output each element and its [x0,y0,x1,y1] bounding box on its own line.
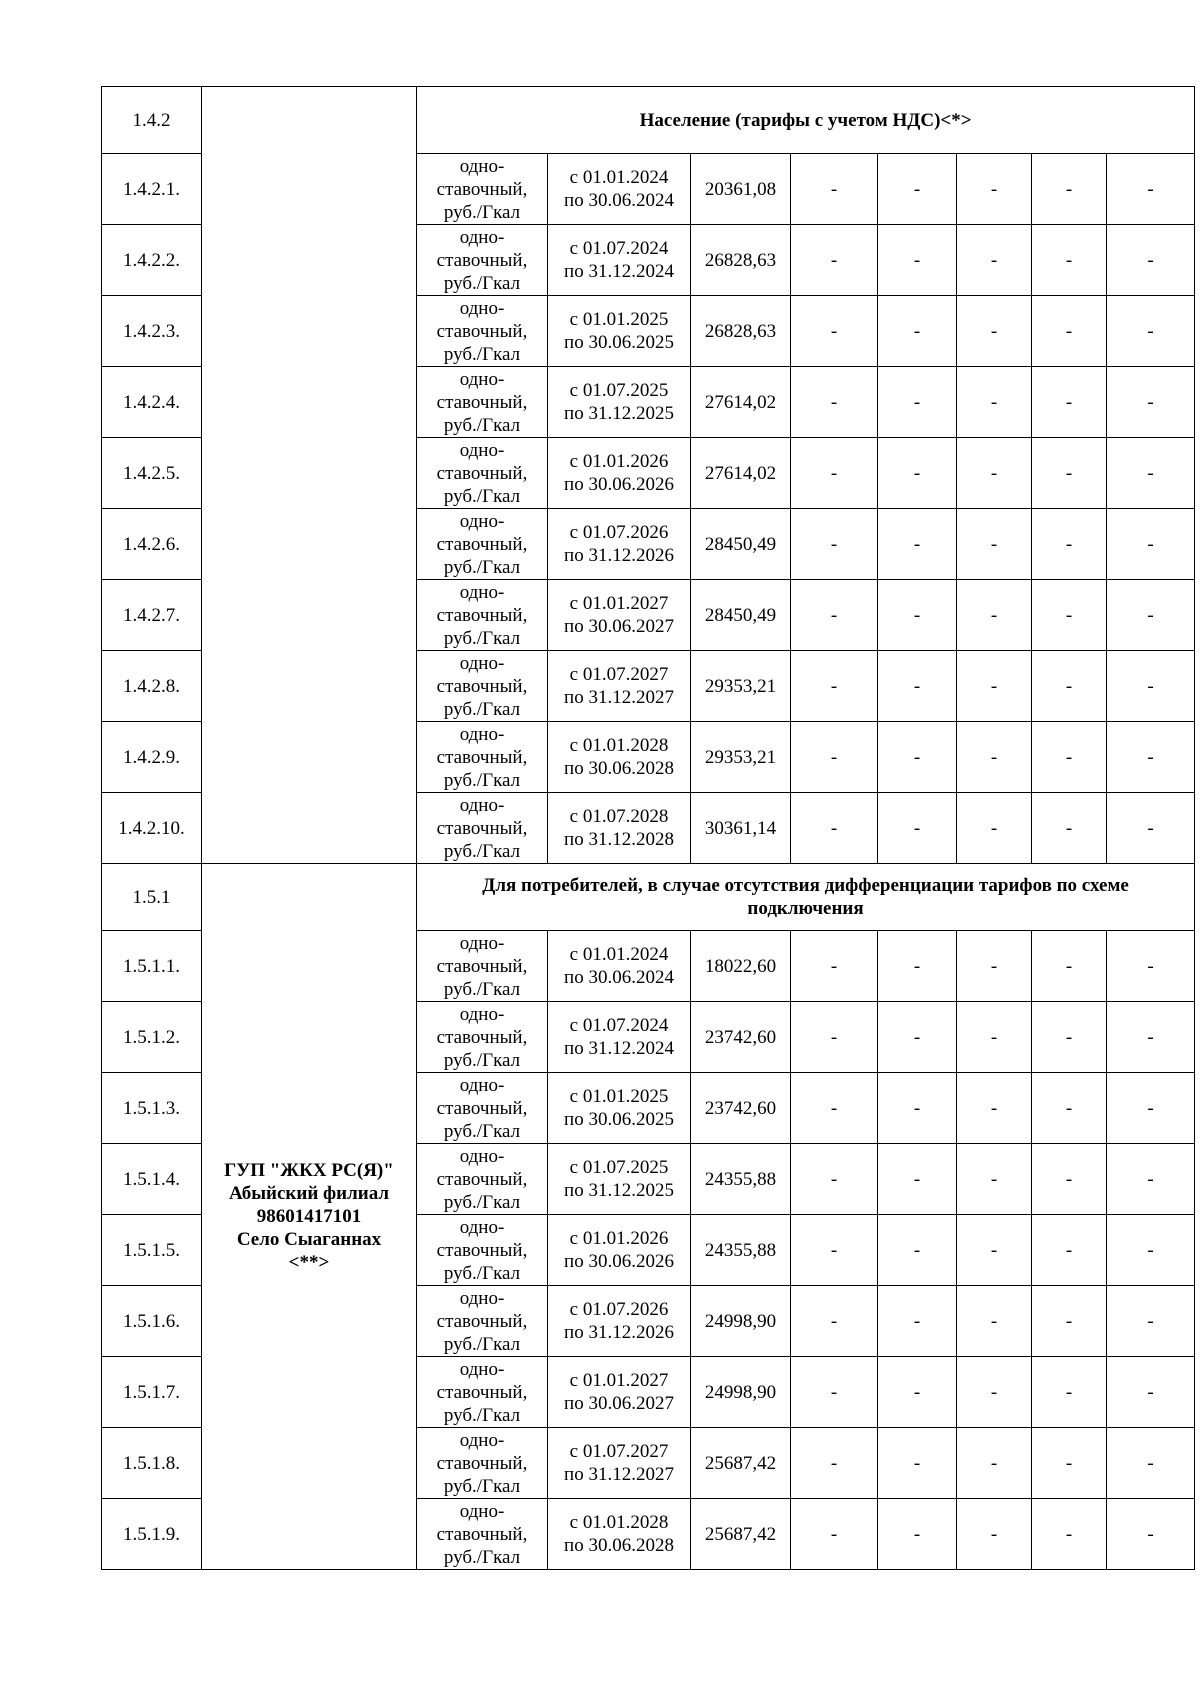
row-code: 1.4.2.5. [102,438,202,509]
empty-value-cell: - [1107,154,1195,225]
empty-value-cell: - [791,438,878,509]
section-title: Население (тарифы с учетом НДС)<*> [417,87,1195,154]
row-code: 1.5.1.4. [102,1144,202,1215]
period-cell [548,1002,691,1073]
empty-value-cell: - [957,367,1032,438]
empty-value-cell: - [791,722,878,793]
period-from: с 01.01.2026 [569,451,669,472]
rate-type-line: одно- [459,368,505,390]
empty-value-cell: - [957,1073,1032,1144]
rate-type-line: одно- [459,1358,505,1380]
empty-value-cell: - [957,1215,1032,1286]
rate-type-cell [417,367,548,438]
rate-type-line: ставочный, [436,1097,528,1119]
period-to: по 30.06.2026 [564,474,674,495]
rate-type-line: одно- [459,1500,505,1522]
empty-value-cell: - [791,1002,878,1073]
empty-value-cell: - [1032,509,1107,580]
rate-type-line: руб./Гкал [443,343,521,365]
period-cell [548,296,691,367]
period-cell [548,1073,691,1144]
period-to: по 30.06.2026 [564,1251,674,1272]
tariff-value: 26828,63 [691,296,791,367]
empty-value-cell: - [1107,225,1195,296]
period-cell [548,1499,691,1570]
organization-line: Село Сыаганнах [236,1229,382,1250]
empty-value-cell: - [1032,1286,1107,1357]
empty-value-cell: - [957,1286,1032,1357]
period-from: с 01.07.2026 [569,522,669,543]
rate-type-line: одно- [459,510,505,532]
rate-type-line: ставочный, [436,1168,528,1190]
rate-type-cell [417,438,548,509]
empty-value-cell: - [1107,1357,1195,1428]
period-from: с 01.01.2027 [569,1370,669,1391]
tariff-value: 26828,63 [691,225,791,296]
empty-value-cell: - [1032,367,1107,438]
empty-value-cell: - [878,225,957,296]
period-to: по 30.06.2027 [564,1393,674,1414]
period-to: по 30.06.2024 [564,967,674,988]
empty-value-cell: - [878,1428,957,1499]
rate-type-line: руб./Гкал [443,1333,521,1355]
rate-type-line: руб./Гкал [443,1191,521,1213]
period-from: с 01.01.2024 [569,167,669,188]
period-from: с 01.01.2026 [569,1228,669,1249]
rate-type-line: одно- [459,439,505,461]
empty-value-cell: - [957,438,1032,509]
tariff-value: 24998,90 [691,1286,791,1357]
empty-value-cell: - [1032,1002,1107,1073]
empty-value-cell: - [791,651,878,722]
empty-value-cell: - [878,651,957,722]
period-to: по 31.12.2028 [564,829,674,850]
row-code: 1.5.1.8. [102,1428,202,1499]
empty-value-cell: - [1107,1002,1195,1073]
rate-type-line: ставочный, [436,178,528,200]
rate-type-line: одно- [459,794,505,816]
empty-value-cell: - [1107,1428,1195,1499]
empty-value-cell: - [878,438,957,509]
empty-value-cell: - [878,509,957,580]
empty-value-cell: - [957,1144,1032,1215]
rate-type-cell [417,509,548,580]
rate-type-line: ставочный, [436,1026,528,1048]
rate-type-line: одно- [459,652,505,674]
row-code: 1.4.2.3. [102,296,202,367]
rate-type-line: одно- [459,226,505,248]
row-code: 1.4.2.4. [102,367,202,438]
period-to: по 30.06.2025 [564,332,674,353]
empty-value-cell: - [1107,1499,1195,1570]
empty-value-cell: - [878,931,957,1002]
empty-value-cell: - [1032,651,1107,722]
rate-type-line: ставочный, [436,1523,528,1545]
empty-value-cell: - [957,722,1032,793]
organization-line: ГУП "ЖКХ РС(Я)" [224,1160,394,1181]
period-from: с 01.07.2025 [569,1157,669,1178]
empty-value-cell: - [957,154,1032,225]
period-from: с 01.01.2027 [569,593,669,614]
tariff-value: 24355,88 [691,1144,791,1215]
rate-type-line: руб./Гкал [443,485,521,507]
rate-type-line: ставочный, [436,817,528,839]
rate-type-line: руб./Гкал [443,627,521,649]
period-from: с 01.01.2024 [569,944,669,965]
section-header-row [102,864,1195,931]
rate-type-cell [417,1286,548,1357]
period-from: с 01.07.2024 [569,238,669,259]
period-from: с 01.07.2026 [569,1299,669,1320]
period-to: по 30.06.2028 [564,1535,674,1556]
rate-type-line: руб./Гкал [443,272,521,294]
empty-value-cell: - [878,793,957,864]
rate-type-line: ставочный, [436,1381,528,1403]
period-to: по 30.06.2028 [564,758,674,779]
empty-value-cell: - [957,1002,1032,1073]
empty-value-cell: - [957,651,1032,722]
row-code: 1.4.2.1. [102,154,202,225]
empty-value-cell: - [1032,1144,1107,1215]
empty-value-cell: - [791,931,878,1002]
rate-type-cell [417,225,548,296]
rate-type-line: руб./Гкал [443,1475,521,1497]
empty-value-cell: - [878,1215,957,1286]
period-from: с 01.01.2028 [569,1512,669,1533]
period-to: по 30.06.2025 [564,1109,674,1130]
empty-value-cell: - [791,1357,878,1428]
rate-type-cell [417,1002,548,1073]
period-from: с 01.07.2025 [569,380,669,401]
tariff-value: 28450,49 [691,580,791,651]
empty-value-cell: - [791,1428,878,1499]
empty-value-cell: - [791,1144,878,1215]
tariff-value: 29353,21 [691,651,791,722]
empty-value-cell: - [878,1002,957,1073]
empty-value-cell: - [1032,722,1107,793]
section-code: 1.4.2 [102,87,202,154]
empty-value-cell: - [1032,1357,1107,1428]
period-cell [548,1144,691,1215]
rate-type-line: ставочный, [436,1239,528,1261]
empty-value-cell: - [1032,296,1107,367]
row-code: 1.4.2.9. [102,722,202,793]
empty-value-cell: - [1107,438,1195,509]
tariff-table [101,86,1195,1570]
tariff-value: 24998,90 [691,1357,791,1428]
tariff-value: 27614,02 [691,367,791,438]
tariff-value: 25687,42 [691,1499,791,1570]
rate-type-line: ставочный, [436,249,528,271]
rate-type-line: ставочный, [436,320,528,342]
tariff-value: 20361,08 [691,154,791,225]
period-from: с 01.01.2028 [569,735,669,756]
empty-value-cell: - [791,1073,878,1144]
period-cell [548,1215,691,1286]
empty-value-cell: - [1032,1073,1107,1144]
rate-type-line: руб./Гкал [443,201,521,223]
row-code: 1.4.2.8. [102,651,202,722]
period-to: по 30.06.2027 [564,616,674,637]
rate-type-line: ставочный, [436,746,528,768]
empty-value-cell: - [878,1073,957,1144]
empty-value-cell: - [878,722,957,793]
empty-value-cell: - [878,1499,957,1570]
period-to: по 31.12.2025 [564,403,674,424]
empty-value-cell: - [878,1357,957,1428]
rate-type-line: ставочный, [436,955,528,977]
rate-type-cell [417,651,548,722]
rate-type-line: одно- [459,1145,505,1167]
empty-value-cell: - [1032,580,1107,651]
period-cell [548,722,691,793]
empty-value-cell: - [1032,154,1107,225]
empty-value-cell: - [957,580,1032,651]
period-to: по 31.12.2025 [564,1180,674,1201]
empty-value-cell: - [957,931,1032,1002]
period-cell [548,367,691,438]
section-code: 1.5.1 [102,864,202,931]
rate-type-cell [417,154,548,225]
period-from: с 01.07.2024 [569,1015,669,1036]
rate-type-cell [417,1499,548,1570]
tariff-value: 30361,14 [691,793,791,864]
empty-value-cell: - [1032,1215,1107,1286]
empty-value-cell: - [957,1428,1032,1499]
rate-type-line: руб./Гкал [443,556,521,578]
period-from: с 01.07.2027 [569,664,669,685]
rate-type-cell [417,1144,548,1215]
organization-cell [202,87,417,864]
empty-value-cell: - [878,296,957,367]
period-cell [548,438,691,509]
tariff-value: 18022,60 [691,931,791,1002]
rate-type-line: одно- [459,1216,505,1238]
organization-cell [202,864,417,1570]
empty-value-cell: - [957,1357,1032,1428]
rate-type-line: одно- [459,1003,505,1025]
period-cell [548,931,691,1002]
tariff-value: 28450,49 [691,509,791,580]
row-code: 1.5.1.7. [102,1357,202,1428]
empty-value-cell: - [791,154,878,225]
rate-type-line: руб./Гкал [443,414,521,436]
rate-type-cell [417,1073,548,1144]
period-to: по 31.12.2024 [564,1038,674,1059]
row-code: 1.4.2.7. [102,580,202,651]
rate-type-line: руб./Гкал [443,698,521,720]
empty-value-cell: - [791,225,878,296]
rate-type-line: руб./Гкал [443,1120,521,1142]
empty-value-cell: - [1107,1144,1195,1215]
empty-value-cell: - [1107,722,1195,793]
period-cell [548,651,691,722]
tariff-value: 23742,60 [691,1002,791,1073]
row-code: 1.5.1.9. [102,1499,202,1570]
period-to: по 31.12.2027 [564,1464,674,1485]
empty-value-cell: - [957,509,1032,580]
period-to: по 31.12.2024 [564,261,674,282]
organization-line: Абыйский филиал [228,1183,390,1204]
rate-type-line: одно- [459,155,505,177]
empty-value-cell: - [791,509,878,580]
period-cell [548,154,691,225]
empty-value-cell: - [1032,225,1107,296]
organization-line: 98601417101 [256,1206,362,1227]
tariff-value: 29353,21 [691,722,791,793]
empty-value-cell: - [1032,1428,1107,1499]
rate-type-cell [417,1215,548,1286]
empty-value-cell: - [1107,580,1195,651]
rate-type-line: ставочный, [436,462,528,484]
empty-value-cell: - [878,154,957,225]
row-code: 1.5.1.3. [102,1073,202,1144]
empty-value-cell: - [1107,296,1195,367]
period-cell [548,793,691,864]
empty-value-cell: - [791,1499,878,1570]
period-to: по 31.12.2026 [564,1322,674,1343]
empty-value-cell: - [1107,1286,1195,1357]
period-cell [548,580,691,651]
rate-type-line: ставочный, [436,1452,528,1474]
empty-value-cell: - [791,367,878,438]
empty-value-cell: - [1107,931,1195,1002]
empty-value-cell: - [957,225,1032,296]
tariff-value: 24355,88 [691,1215,791,1286]
rate-type-line: руб./Гкал [443,1262,521,1284]
organization-line: <**> [288,1252,330,1273]
period-to: по 31.12.2027 [564,687,674,708]
tariff-body [102,87,1195,1570]
rate-type-line: одно- [459,297,505,319]
empty-value-cell: - [1107,367,1195,438]
section-title: Для потребителей, в случае отсутствия дифференциации тарифов по схеме подключения [417,864,1195,931]
rate-type-line: ставочный, [436,604,528,626]
rate-type-line: одно- [459,932,505,954]
empty-value-cell: - [1032,793,1107,864]
empty-value-cell: - [1107,509,1195,580]
rate-type-line: одно- [459,1074,505,1096]
empty-value-cell: - [957,1499,1032,1570]
rate-type-cell [417,793,548,864]
rate-type-line: одно- [459,723,505,745]
rate-type-line: руб./Гкал [443,1546,521,1568]
rate-type-cell [417,1428,548,1499]
rate-type-line: ставочный, [436,533,528,555]
rate-type-line: одно- [459,1287,505,1309]
period-to: по 31.12.2026 [564,545,674,566]
rate-type-cell [417,296,548,367]
period-from: с 01.07.2028 [569,806,669,827]
empty-value-cell: - [1107,793,1195,864]
empty-value-cell: - [878,367,957,438]
empty-value-cell: - [1032,931,1107,1002]
period-from: с 01.01.2025 [569,1086,669,1107]
rate-type-line: ставочный, [436,1310,528,1332]
empty-value-cell: - [1107,1073,1195,1144]
period-from: с 01.01.2025 [569,309,669,330]
rate-type-line: руб./Гкал [443,1049,521,1071]
row-code: 1.5.1.6. [102,1286,202,1357]
rate-type-line: одно- [459,1429,505,1451]
period-from: с 01.07.2027 [569,1441,669,1462]
row-code: 1.4.2.2. [102,225,202,296]
period-cell [548,225,691,296]
period-cell [548,509,691,580]
empty-value-cell: - [791,793,878,864]
tariff-value: 25687,42 [691,1428,791,1499]
empty-value-cell: - [878,1286,957,1357]
row-code: 1.5.1.2. [102,1002,202,1073]
rate-type-line: руб./Гкал [443,769,521,791]
empty-value-cell: - [957,296,1032,367]
row-code: 1.4.2.6. [102,509,202,580]
period-to: по 30.06.2024 [564,190,674,211]
empty-value-cell: - [957,793,1032,864]
empty-value-cell: - [1032,1499,1107,1570]
section-header-row [102,87,1195,154]
empty-value-cell: - [1107,651,1195,722]
empty-value-cell: - [791,1215,878,1286]
rate-type-line: руб./Гкал [443,978,521,1000]
rate-type-line: ставочный, [436,675,528,697]
rate-type-cell [417,1357,548,1428]
period-cell [548,1357,691,1428]
tariff-value: 23742,60 [691,1073,791,1144]
rate-type-line: ставочный, [436,391,528,413]
empty-value-cell: - [791,296,878,367]
row-code: 1.4.2.10. [102,793,202,864]
period-cell [548,1428,691,1499]
rate-type-line: руб./Гкал [443,840,521,862]
rate-type-line: руб./Гкал [443,1404,521,1426]
period-cell [548,1286,691,1357]
tariff-value: 27614,02 [691,438,791,509]
empty-value-cell: - [791,1286,878,1357]
row-code: 1.5.1.5. [102,1215,202,1286]
rate-type-cell [417,931,548,1002]
empty-value-cell: - [791,580,878,651]
empty-value-cell: - [1107,1215,1195,1286]
empty-value-cell: - [878,1144,957,1215]
empty-value-cell: - [1032,438,1107,509]
rate-type-cell [417,580,548,651]
rate-type-line: одно- [459,581,505,603]
empty-value-cell: - [878,580,957,651]
row-code: 1.5.1.1. [102,931,202,1002]
rate-type-cell [417,722,548,793]
